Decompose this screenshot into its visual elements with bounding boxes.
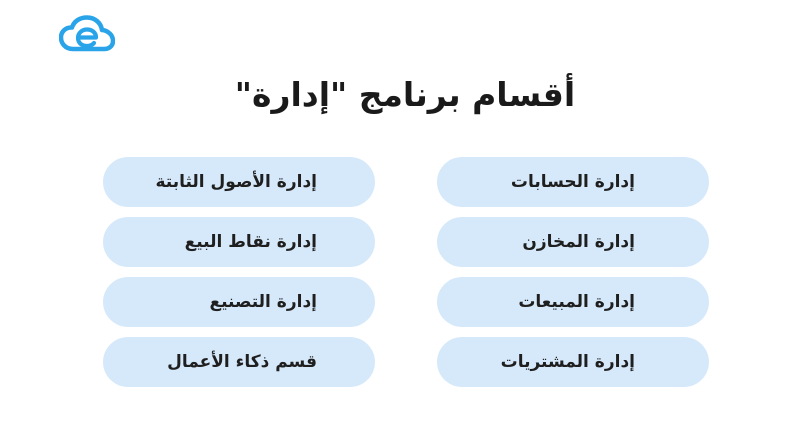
- section-pos-management[interactable]: [103, 217, 375, 267]
- section-fixed-assets-management[interactable]: [103, 157, 375, 207]
- section-business-intelligence[interactable]: [103, 337, 375, 387]
- section-accounts-management[interactable]: [437, 157, 709, 207]
- section-label: إدارة الأصول الثابتة: [155, 172, 317, 192]
- section-label: إدارة المخازن: [522, 232, 635, 252]
- section-label: إدارة التصنيع: [209, 292, 317, 312]
- section-purchases-management[interactable]: [437, 337, 709, 387]
- section-label: إدارة الحسابات: [510, 172, 635, 192]
- section-manufacturing-management[interactable]: [103, 277, 375, 327]
- page-title: أقسام برنامج "إدارة": [234, 75, 576, 114]
- section-label: إدارة نقاط البيع: [184, 232, 317, 252]
- section-sales-management[interactable]: [437, 277, 709, 327]
- section-label: إدارة المبيعات: [518, 292, 635, 312]
- cloud-e-logo-icon: [59, 15, 115, 55]
- section-inventory-management[interactable]: [437, 217, 709, 267]
- section-label: قسم ذكاء الأعمال: [167, 352, 317, 372]
- section-label: إدارة المشتريات: [500, 352, 635, 372]
